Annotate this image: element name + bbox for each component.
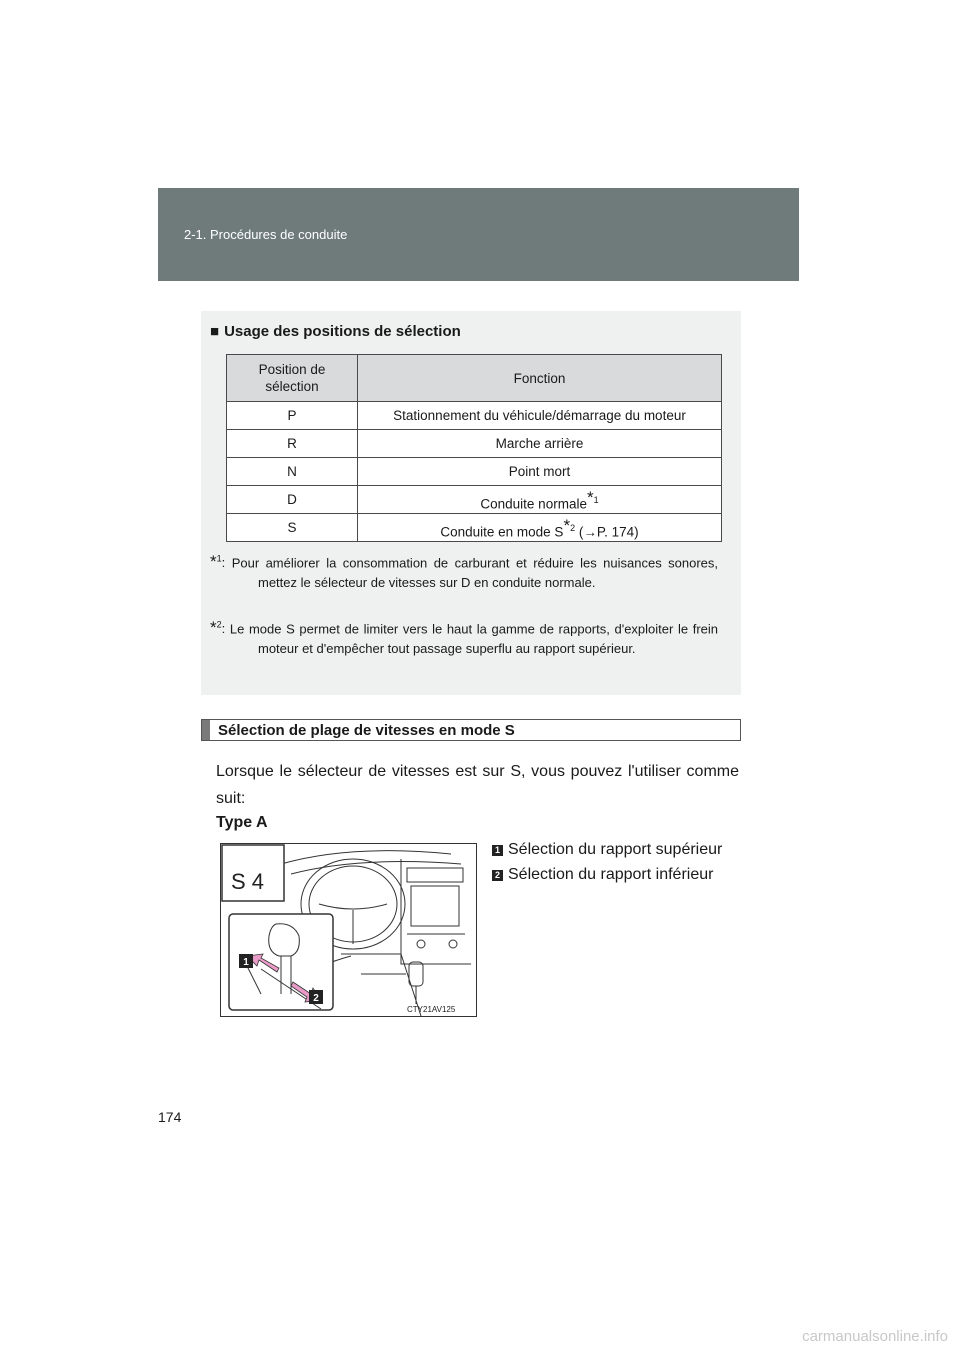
footnote-1: *$^1$: Pour améliorer la consommation de carburant et réduire les nuisances sonores, mettez le sélecteur de vitesses sur D en conduite normale. [210, 552, 718, 591]
position-cell: R [227, 430, 358, 458]
cabin-drawing [221, 844, 476, 1016]
legend-number-2: 2 [492, 870, 503, 881]
position-cell: S [227, 514, 358, 542]
table-row [227, 458, 722, 486]
section-marker [202, 720, 210, 740]
table-row [227, 514, 722, 542]
figure-code: CTY21AV125 [407, 1005, 456, 1014]
function-cell: Point mort [358, 458, 722, 486]
selection-table [226, 354, 722, 542]
legend-item-2: 2 Sélection du rapport inférieur [492, 866, 713, 884]
info-box [201, 311, 741, 695]
section-heading [201, 719, 741, 741]
footnote-mark: *$^2$: [210, 618, 230, 638]
function-cell: Conduite en mode $S^{*2}$ (→P. 174) [358, 514, 722, 542]
legend-item-1: 1 Sélection du rapport supérieur [492, 841, 722, 859]
type-label: Type A [216, 814, 268, 831]
table-row [227, 486, 722, 514]
info-box-title-text: Usage des positions de sélection [224, 323, 461, 340]
position-cell: N [227, 458, 358, 486]
info-box-title [210, 323, 461, 340]
section-body: Lorsque le sélecteur de vitesses est sur S, vous pouvez l'utiliser comme suit: [216, 763, 739, 807]
position-cell: D [227, 486, 358, 514]
footnote-mark: *$^1$: [210, 552, 232, 572]
display-readout: S 4 [231, 869, 265, 894]
section-title: Sélection de plage de vitesses en mode S [218, 722, 515, 739]
function-cell: Conduite normale$^{*1}$ [358, 486, 722, 514]
footnote-ref: *2 [563, 515, 576, 535]
watermark: carmanualsonline.info [802, 1328, 948, 1345]
legend-number-1: 1 [492, 845, 503, 856]
chapter-title: 2-1. Procédures de conduite [184, 227, 348, 242]
column-header-function: Fonction [358, 355, 722, 402]
table-row [227, 402, 722, 430]
footnote-2: *$^2$: Le mode S permet de limiter vers le haut la gamme de rapports, d'exploiter le frein moteur et d'empêcher tout passage superflu au rapport supérieur. [210, 618, 718, 657]
shift-lever-illustration [220, 843, 477, 1017]
table-header-row [227, 355, 722, 402]
page-number: 174 [158, 1109, 182, 1125]
callout-2-label: 2 [313, 993, 319, 1004]
square-bullet-icon: ■ [210, 323, 220, 340]
callout-1-label: 1 [243, 957, 249, 968]
function-cell: Stationnement du véhicule/démarrage du moteur [358, 402, 722, 430]
position-cell: P [227, 402, 358, 430]
footnote-ref: *1 [586, 487, 599, 507]
function-cell: Marche arrière [358, 430, 722, 458]
column-header-position: Position de sélection [227, 355, 358, 402]
table-row [227, 430, 722, 458]
chapter-header [158, 188, 799, 281]
